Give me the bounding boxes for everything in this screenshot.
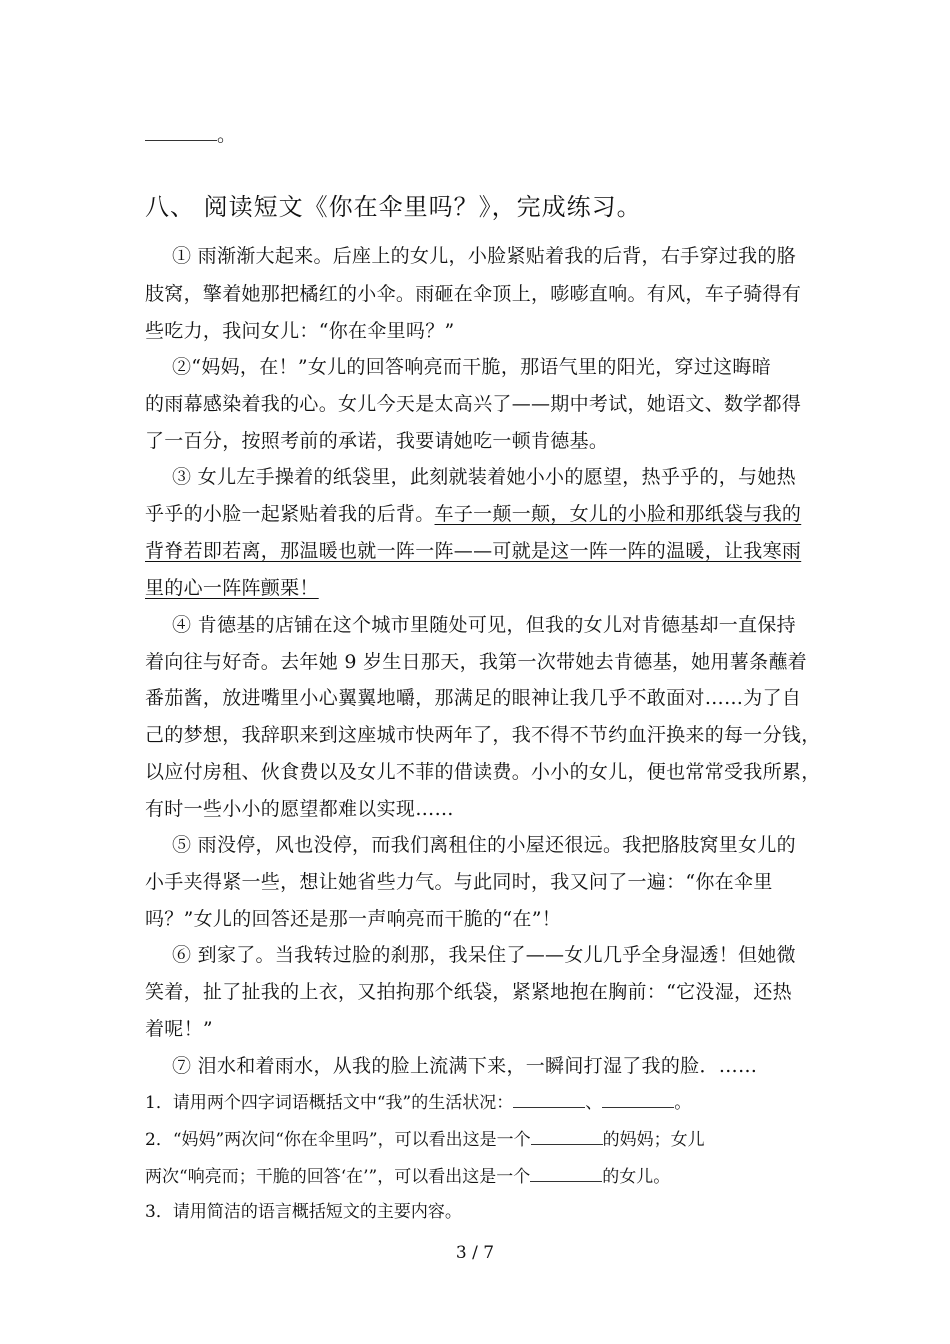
answer-blank[interactable] <box>530 1164 602 1182</box>
answer-line-continuation <box>145 123 236 147</box>
passage-line: 己的梦想，我辞职来到这座城市快两年了，我不得不节约血汗换来的每一分钱， <box>145 724 821 746</box>
passage-line: ③ 女儿左手操着的纸袋里，此刻就装着她小小的愿望，热乎乎的，与她热 <box>172 466 796 488</box>
passage-line: 小手夹得紧一些，想让她省些力气。与此同时，我又问了一遍：“你在伞里 <box>145 871 773 893</box>
passage-line: 的雨幕感染着我的心。女儿今天是太高兴了——期中考试，她语文、数学都得 <box>145 393 802 415</box>
question-text: 2．“妈妈”两次问“你在伞里吗”，可以看出这是一个 <box>145 1130 531 1150</box>
passage-line: 吗？”女儿的回答还是那一声响亮而干脆的“在”！ <box>145 908 562 930</box>
passage-line: ⑦ 泪水和着雨水，从我的脸上流满下来，一瞬间打湿了我的脸．…… <box>172 1055 758 1077</box>
passage-line: 笑着，扯了扯我的上衣，又拍拘那个纸袋，紧紧地抱在胸前：“它没湿，还热 <box>145 981 792 1003</box>
passage-line: 有时一些小小的愿望都难以实现…… <box>145 798 454 820</box>
question-text: 两次“响亮而；干脆的回答‘在’”，可以看出这是一个 <box>145 1167 531 1187</box>
passage-line <box>145 539 801 563</box>
question-2 <box>145 1127 705 1151</box>
passage-line: 着呢！” <box>145 1018 213 1040</box>
passage-line: 肢窝，擎着她那把橘红的小伞。雨砸在伞顶上，嘭嘭直响。有风，车子骑得有 <box>145 283 802 305</box>
period-text: 。 <box>674 1093 692 1113</box>
passage-line: ④ 肯德基的店铺在这个城市里随处可见，但我的女儿对肯德基却一直保持 <box>172 614 796 636</box>
passage-line <box>145 502 801 526</box>
question-text: 的女儿。 <box>602 1167 671 1187</box>
passage-line <box>145 576 319 600</box>
section-heading: 八、 阅读短文《你在伞里吗？》，完成练习。 <box>145 193 642 221</box>
question-2-continued <box>145 1164 670 1188</box>
passage-line: 了一百分，按照考前的承诺，我要请她吃一顿肯德基。 <box>145 430 609 452</box>
answer-blank[interactable] <box>145 123 217 141</box>
underlined-sentence: 车子一颠一颠，女儿的小脸和那纸袋与我的 <box>434 503 802 525</box>
passage-line: ⑤ 雨没停，风也没停，而我们离租住的小屋还很远。我把胳肢窝里女儿的 <box>172 834 796 856</box>
passage-line: ⑥ 到家了。当我转过脸的刹那，我呆住了——女儿几乎全身湿透！但她微 <box>172 944 796 966</box>
page-number: 3 / 7 <box>455 1243 495 1263</box>
passage-line: ① 雨渐渐大起来。后座上的女儿，小脸紧贴着我的后背，右手穿过我的胳 <box>172 245 796 267</box>
underlined-sentence: 里的心一阵阵颤栗！ <box>145 577 319 599</box>
passage-line: 些吃力，我问女儿：“你在伞里吗？” <box>145 320 455 342</box>
passage-line: 番茄酱，放进嘴里小心翼翼地嚼，那满足的眼神让我几乎不敢面对……为了自 <box>145 687 802 709</box>
passage-line: 着向往与好奇。去年她 9 岁生日那天，我第一次带她去肯德基，她用薯条蘸着 <box>145 651 807 673</box>
question-3: 3．请用简洁的语言概括短文的主要内容。 <box>145 1202 462 1222</box>
passage-line: ②“妈妈，在！”女儿的回答响亮而干脆，那语气里的阳光，穿过这晦暗 <box>172 356 772 378</box>
question-text: 1．请用两个四字词语概括文中“我”的生活状况： <box>145 1093 514 1113</box>
passage-line: 以应付房租、伙食费以及女儿不菲的借读费。小小的女儿，便也常常受我所累， <box>145 761 821 783</box>
plain-text: 乎乎的小脸一起紧贴着我的后背。 <box>145 503 435 525</box>
separator-text: 、 <box>585 1093 603 1113</box>
question-1 <box>145 1090 691 1114</box>
underlined-sentence: 背脊若即若离，那温暖也就一阵一阵——可就是这一阵一阵的温暖，让我寒雨 <box>145 540 802 562</box>
answer-blank[interactable] <box>531 1127 603 1145</box>
answer-blank[interactable] <box>513 1090 585 1108</box>
question-text: 的妈妈；女儿 <box>602 1130 705 1150</box>
answer-blank[interactable] <box>602 1090 674 1108</box>
period-text: 。 <box>217 124 237 146</box>
